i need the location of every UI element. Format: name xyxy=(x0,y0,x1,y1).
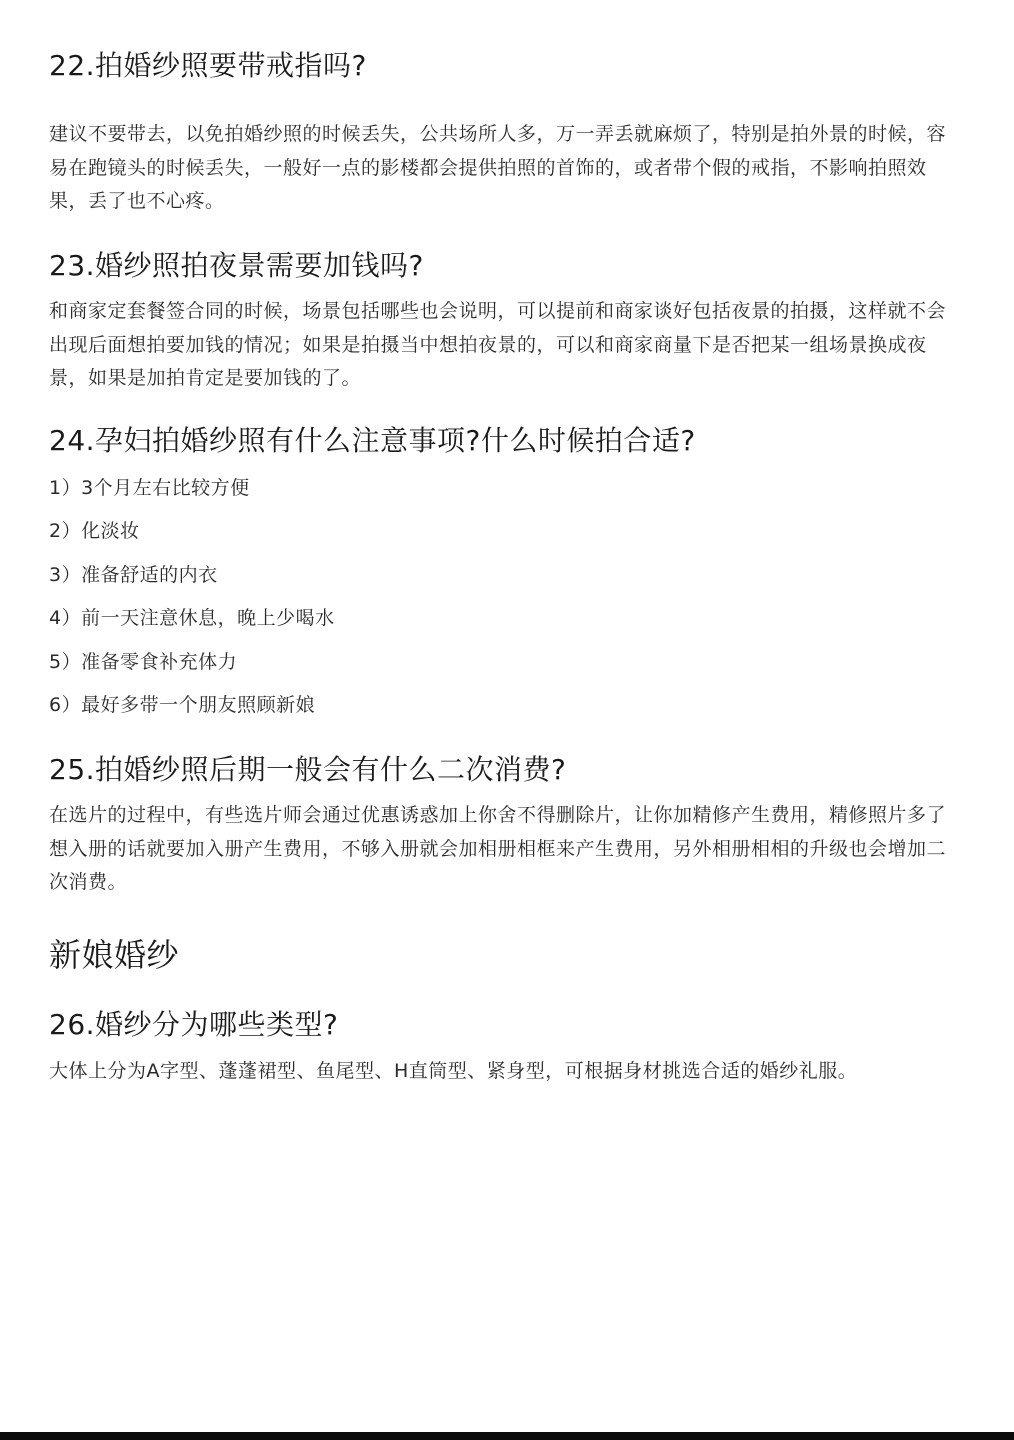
chapter-heading: 新娘婚纱 xyxy=(49,936,180,974)
list-item: 1）3个月左右比较方便 xyxy=(49,477,250,499)
question-25-heading: 25.拍婚纱照后期一般会有什么二次消费? xyxy=(49,753,567,786)
list-item: 3）准备舒适的内衣 xyxy=(49,564,218,586)
list-item: 5）准备零食补充体力 xyxy=(49,651,238,673)
question-26-heading: 26.婚纱分为哪些类型? xyxy=(49,1008,339,1041)
bottom-edge-bar xyxy=(0,1432,1014,1440)
question-23-answer: 和商家定套餐签合同的时候，场景包括哪些也会说明，可以提前和商家谈好包括夜景的拍摄，这样就不会出现后面想拍要加钱的情况；如果是拍摄当中想拍夜景的，可以和商家商量下是否把某一组场景换成夜景，如果是加拍肯定是要加钱的了。 xyxy=(49,300,947,389)
question-25-answer: 在选片的过程中，有些选片师会通过优惠诱惑加上你舍不得删除片，让你加精修产生费用，精修照片多了想入册的话就要加入册产生费用，不够入册就会加相册相框来产生费用，另外相册相相的升级也会增加二次消费。 xyxy=(49,804,947,893)
question-22-answer: 建议不要带去，以免拍婚纱照的时候丢失，公共场所人多，万一弄丢就麻烦了，特别是拍外景的时候，容易在跑镜头的时候丢失，一般好一点的影楼都会提供拍照的首饰的，或者带个假的戒指，不影响拍照效果，丢了也不心疼。 xyxy=(49,123,947,212)
question-22-heading: 22.拍婚纱照要带戒指吗? xyxy=(49,49,367,82)
list-item: 2）化淡妆 xyxy=(49,520,140,542)
question-24-heading: 24.孕妇拍婚纱照有什么注意事项?什么时候拍合适? xyxy=(49,424,696,457)
question-23-heading: 23.婚纱照拍夜景需要加钱吗? xyxy=(49,249,424,282)
list-item: 4）前一天注意休息，晚上少喝水 xyxy=(49,607,335,629)
question-26-answer: 大体上分为A字型、蓬蓬裙型、鱼尾型、H直筒型、紧身型，可根据身材挑选合适的婚纱礼服。 xyxy=(49,1060,858,1082)
list-item: 6）最好多带一个朋友照顾新娘 xyxy=(49,694,316,716)
